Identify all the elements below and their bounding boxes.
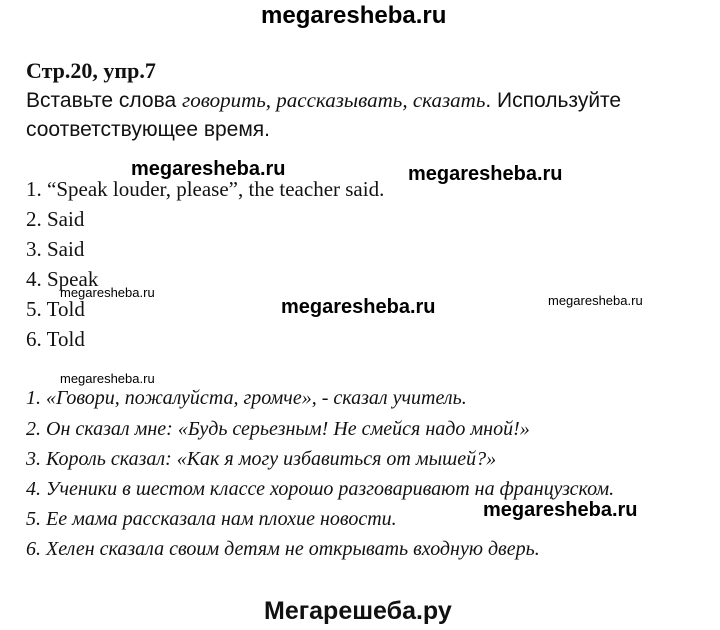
instruction-words: говорить, рассказывать, сказать: [182, 88, 486, 112]
translation-4: 4. Ученики в шестом классе хорошо разговаривают на французском.: [26, 478, 615, 500]
watermark-2: megaresheba.ru: [408, 163, 563, 185]
site-footer: Мегарешеба.ру: [264, 597, 452, 625]
instruction-start: Вставьте слова: [26, 89, 183, 112]
translation-6: 6. Хелен сказала своим детям не открывать входную дверь.: [26, 538, 540, 560]
exercise-instruction-line2: соответствующее время.: [26, 118, 270, 141]
translation-5: 5. Ее мама рассказала нам плохие новости.: [26, 508, 397, 530]
watermark-5: megaresheba.ru: [548, 293, 643, 308]
instruction-end: . Используйте: [485, 89, 622, 112]
translation-3: 3. Король сказал: «Как я могу избавиться от мышей?»: [26, 448, 497, 470]
answer-6: 6. Told: [26, 327, 85, 351]
answer-3: 3. Said: [26, 237, 85, 261]
site-watermark-top: megaresheba.ru: [261, 2, 447, 29]
answer-1: 1. “Speak louder, please”, the teacher said.: [26, 177, 385, 201]
exercise-instruction: [26, 88, 621, 113]
answer-5: 5. Told: [26, 297, 85, 321]
exercise-title: Стр.20, упр.7: [26, 58, 156, 83]
watermark-6: megaresheba.ru: [60, 371, 155, 386]
answer-2: 2. Said: [26, 207, 85, 231]
watermark-4: megaresheba.ru: [281, 296, 436, 318]
watermark-7: megaresheba.ru: [483, 499, 638, 521]
watermark-1: megaresheba.ru: [131, 158, 286, 180]
watermark-3: megaresheba.ru: [60, 285, 155, 300]
translation-1: 1. «Говори, пожалуйста, громче», - сказал учитель.: [26, 387, 467, 409]
translation-2: 2. Он сказал мне: «Будь серьезным! Не смейся надо мной!»: [26, 418, 530, 440]
answer-4: 4. Speak: [26, 267, 99, 291]
